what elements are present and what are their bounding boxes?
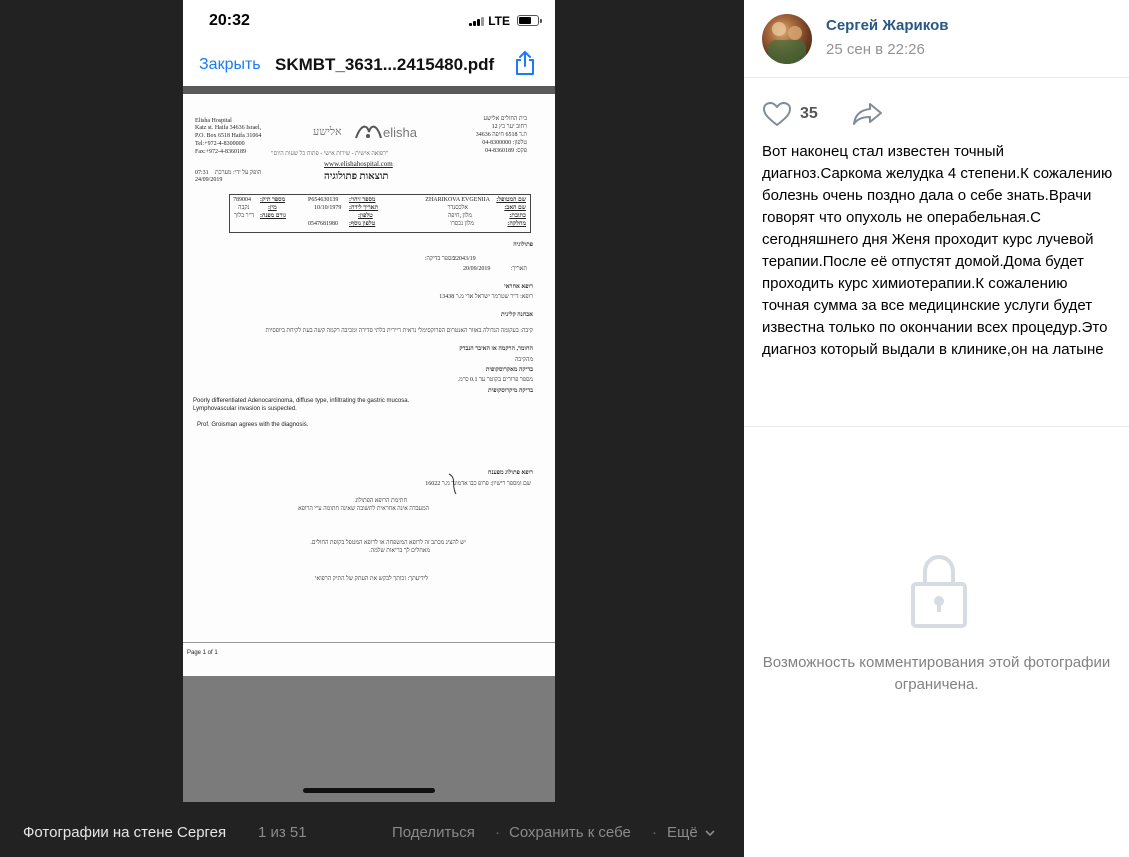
signature-note-1: חתימת הרופא הפתולוג (355, 498, 407, 504)
doc-title: תוצאות פתולוגיה (324, 171, 389, 182)
more-label: Ещё (667, 824, 698, 841)
patient-id: P654630139 (308, 197, 339, 203)
tel-he: טלפון: 04-8300000 (482, 140, 527, 146)
post-date[interactable]: 25 сен в 22:26 (826, 41, 925, 58)
more-button[interactable] (667, 824, 715, 841)
clinical-label: אבחנה קלינית (501, 312, 533, 318)
label-parent: שם האב: (504, 205, 526, 211)
patient-dept: מלון נכסרו (450, 221, 474, 227)
hospital-en-3: P.O. Box 6518 Haifa 31064 (195, 133, 262, 139)
pdf-nav-bar (183, 44, 555, 86)
viewer-bottom-bar (0, 802, 744, 857)
logo-mark-icon (353, 122, 383, 142)
post-panel (744, 0, 1129, 857)
page-label: Page 1 of 1 (187, 650, 218, 656)
patient-info-box (229, 194, 531, 233)
tel-en: Tel:+972-4-8300000 (195, 141, 245, 147)
exam-no-label: מספר בדיקה: (424, 256, 455, 262)
chevron-down-icon (705, 829, 715, 837)
ios-status-bar (183, 0, 555, 44)
doctor: רופא: ד"ר שטרמר ישראל אדי מ.ר 13438 (439, 294, 533, 300)
photo-image[interactable] (183, 0, 555, 802)
share-button[interactable]: Поделиться (392, 824, 475, 841)
hospital-en-1: Elisha Hospital (195, 118, 232, 124)
patient-phone: 0547681980 (308, 221, 338, 227)
label-referrer: גורם מפנה: (260, 213, 286, 219)
hospital-en-2: Katz st. Haifa 34636 Israel, (195, 125, 261, 131)
album-link[interactable]: Фотографии на стене Сергея (23, 824, 227, 841)
logo-he: אלישע (313, 126, 342, 138)
label-address: כתובת: (509, 213, 526, 219)
diagnosis-line-1: Poorly differentiated Adenocarcinoma, diffuse type, infiltrating the gastric mucosa. (193, 398, 410, 404)
network-label: LTE (488, 14, 510, 28)
pdf-bottom-area (183, 676, 555, 802)
street-he: רחוב יער כץ 12 (491, 124, 527, 130)
lock-icon (911, 554, 967, 633)
referrer: ד"ר בלוך (234, 213, 254, 219)
comments-restricted-notice: Возможность комментирования этой фотографии ограничена. (762, 654, 1111, 693)
separator-dot: · (495, 824, 500, 841)
pathology-document (183, 94, 555, 676)
note-1: יש להציג מכתב זה לרופא המשפחה או לרופא המטפל בקופת החולים. (310, 540, 466, 546)
status-time: 20:32 (209, 12, 250, 29)
avatar[interactable] (762, 14, 812, 64)
exam-date: 20/09/2019 (463, 266, 491, 272)
label-gender: מין: (268, 205, 277, 211)
label-file: מספר תיק: (260, 197, 286, 203)
fax-en: Fax:+972-4-8360189 (195, 149, 247, 155)
logo-text: elisha (383, 125, 417, 140)
heart-outline-icon (762, 101, 792, 127)
label-phone: טלפון: (358, 213, 373, 219)
save-button[interactable]: Сохранить к себе (509, 824, 631, 841)
close-button: Закрыть (199, 56, 261, 73)
label-patient-name: שם המטופל: (496, 197, 526, 203)
parent-name: אלכסנדר (447, 205, 468, 211)
divider (744, 426, 1129, 427)
exam-no: 22043/19 (453, 256, 476, 262)
like-button[interactable] (762, 101, 792, 132)
ios-share-icon (513, 50, 537, 81)
diagnosis-line-2: Lymphovascular invasion is suspected. (193, 406, 297, 412)
material-label: החומר, הרקמה או האיבר הנבדק (459, 346, 533, 352)
note-2: מאחלים לך בריאות שלמה. (369, 548, 430, 554)
material: מהקיבה (514, 357, 533, 363)
printed-label: הופק על ידי: מערכת (215, 170, 262, 176)
label-mobile: טלפון נוסף: (349, 221, 376, 227)
fax-he: פקס: 04-8360189 (485, 148, 527, 154)
share-post-button[interactable] (852, 101, 884, 132)
birth-date: 10/10/1979 (314, 205, 342, 211)
box-he: ת.ד 6518 חיפה 34636 (475, 132, 527, 138)
hospital-he: בית החולים אלישע (483, 116, 527, 122)
signature-note-2: המעבדה אינה אחראית לתשובה שאינה חתומה ע"י הרופא (298, 506, 429, 512)
label-birth: תאריך לידה: (349, 205, 379, 211)
macro-text: מספר פרורים בקוטר עד 0.1 ס"מ. (457, 377, 533, 383)
photo-counter: 1 из 51 (258, 824, 307, 841)
signing-label: רופא פתולוג מפענח (487, 470, 533, 476)
micro-label: בדיקה מיקרוסקופית (488, 388, 533, 394)
slogan: "רפואה אישית - שירות אישי - פתוח כל שעות היום" (271, 151, 389, 157)
separator-dot: · (652, 824, 657, 841)
patient-gender: נקבה (238, 205, 250, 211)
signal-icon (469, 16, 485, 26)
website: www.elishahospital.com (324, 160, 393, 168)
diagnosis-line-3: Prof. Groisman agrees with the diagnosis. (197, 422, 309, 428)
pdf-top-margin (183, 86, 555, 94)
section-pathology: פתולוגיה (513, 242, 533, 248)
signer: שם ומספר רישיון: פרופ כבו אדמונד מ.ר 16022 (425, 481, 531, 487)
label-dept: מחלקה: (507, 221, 526, 227)
author-name[interactable]: Сергей Жариков (826, 17, 949, 34)
patient-name: ZHARIKOVA EVGENIIA (425, 197, 490, 203)
macro-label: בדיקה מאקרוסקופית (485, 367, 533, 373)
printed-date: 24/09/2019 (195, 177, 223, 183)
footer-rule (183, 642, 555, 643)
note-3: לידיעתך: זכותך לבקש את העתק של התיק הרפואי (314, 576, 428, 582)
clinical-text: קיבה: בעקומה הגדולה באזור האנטרום הפרוקסימלי נראית ריירית בלתי סדירה ומכיבה רקמה קשה בעת לקיחת ביופסיות (265, 328, 533, 334)
hospital-logo (313, 122, 423, 146)
file-no: 789004 (233, 197, 251, 203)
post-text: Вот наконец стал известен точный диагноз.Саркома желудка 4 степени.К сожалению болезнь очень поздно дала о себе знать.Врачи говорят что опухоль не операбельная.С сегодняшнего дня Женя проходит курс лучевой терапии.После её отпустят домой.Дома будет проходить курс химиотерапии.К сожалению точная сумма за все медицинские услуги будет известна только по окончании всех процедур.Это диагноз который выдали в клинике,он на латыне (762, 143, 1113, 358)
divider (744, 77, 1129, 78)
patient-city: מלון ,חיפה (447, 213, 472, 219)
battery-icon (517, 15, 539, 26)
file-name: SKMBT_3631...2415480.pdf (275, 55, 495, 74)
exam-date-label: תאריך: (510, 266, 527, 272)
home-indicator (303, 788, 435, 793)
label-id: מספר זיהוי: (349, 197, 376, 203)
doctor-label: רופא אחראי (504, 284, 533, 290)
like-count: 35 (800, 105, 818, 122)
printed-time: 07:31 (195, 170, 209, 176)
share-arrow-icon (852, 101, 884, 127)
